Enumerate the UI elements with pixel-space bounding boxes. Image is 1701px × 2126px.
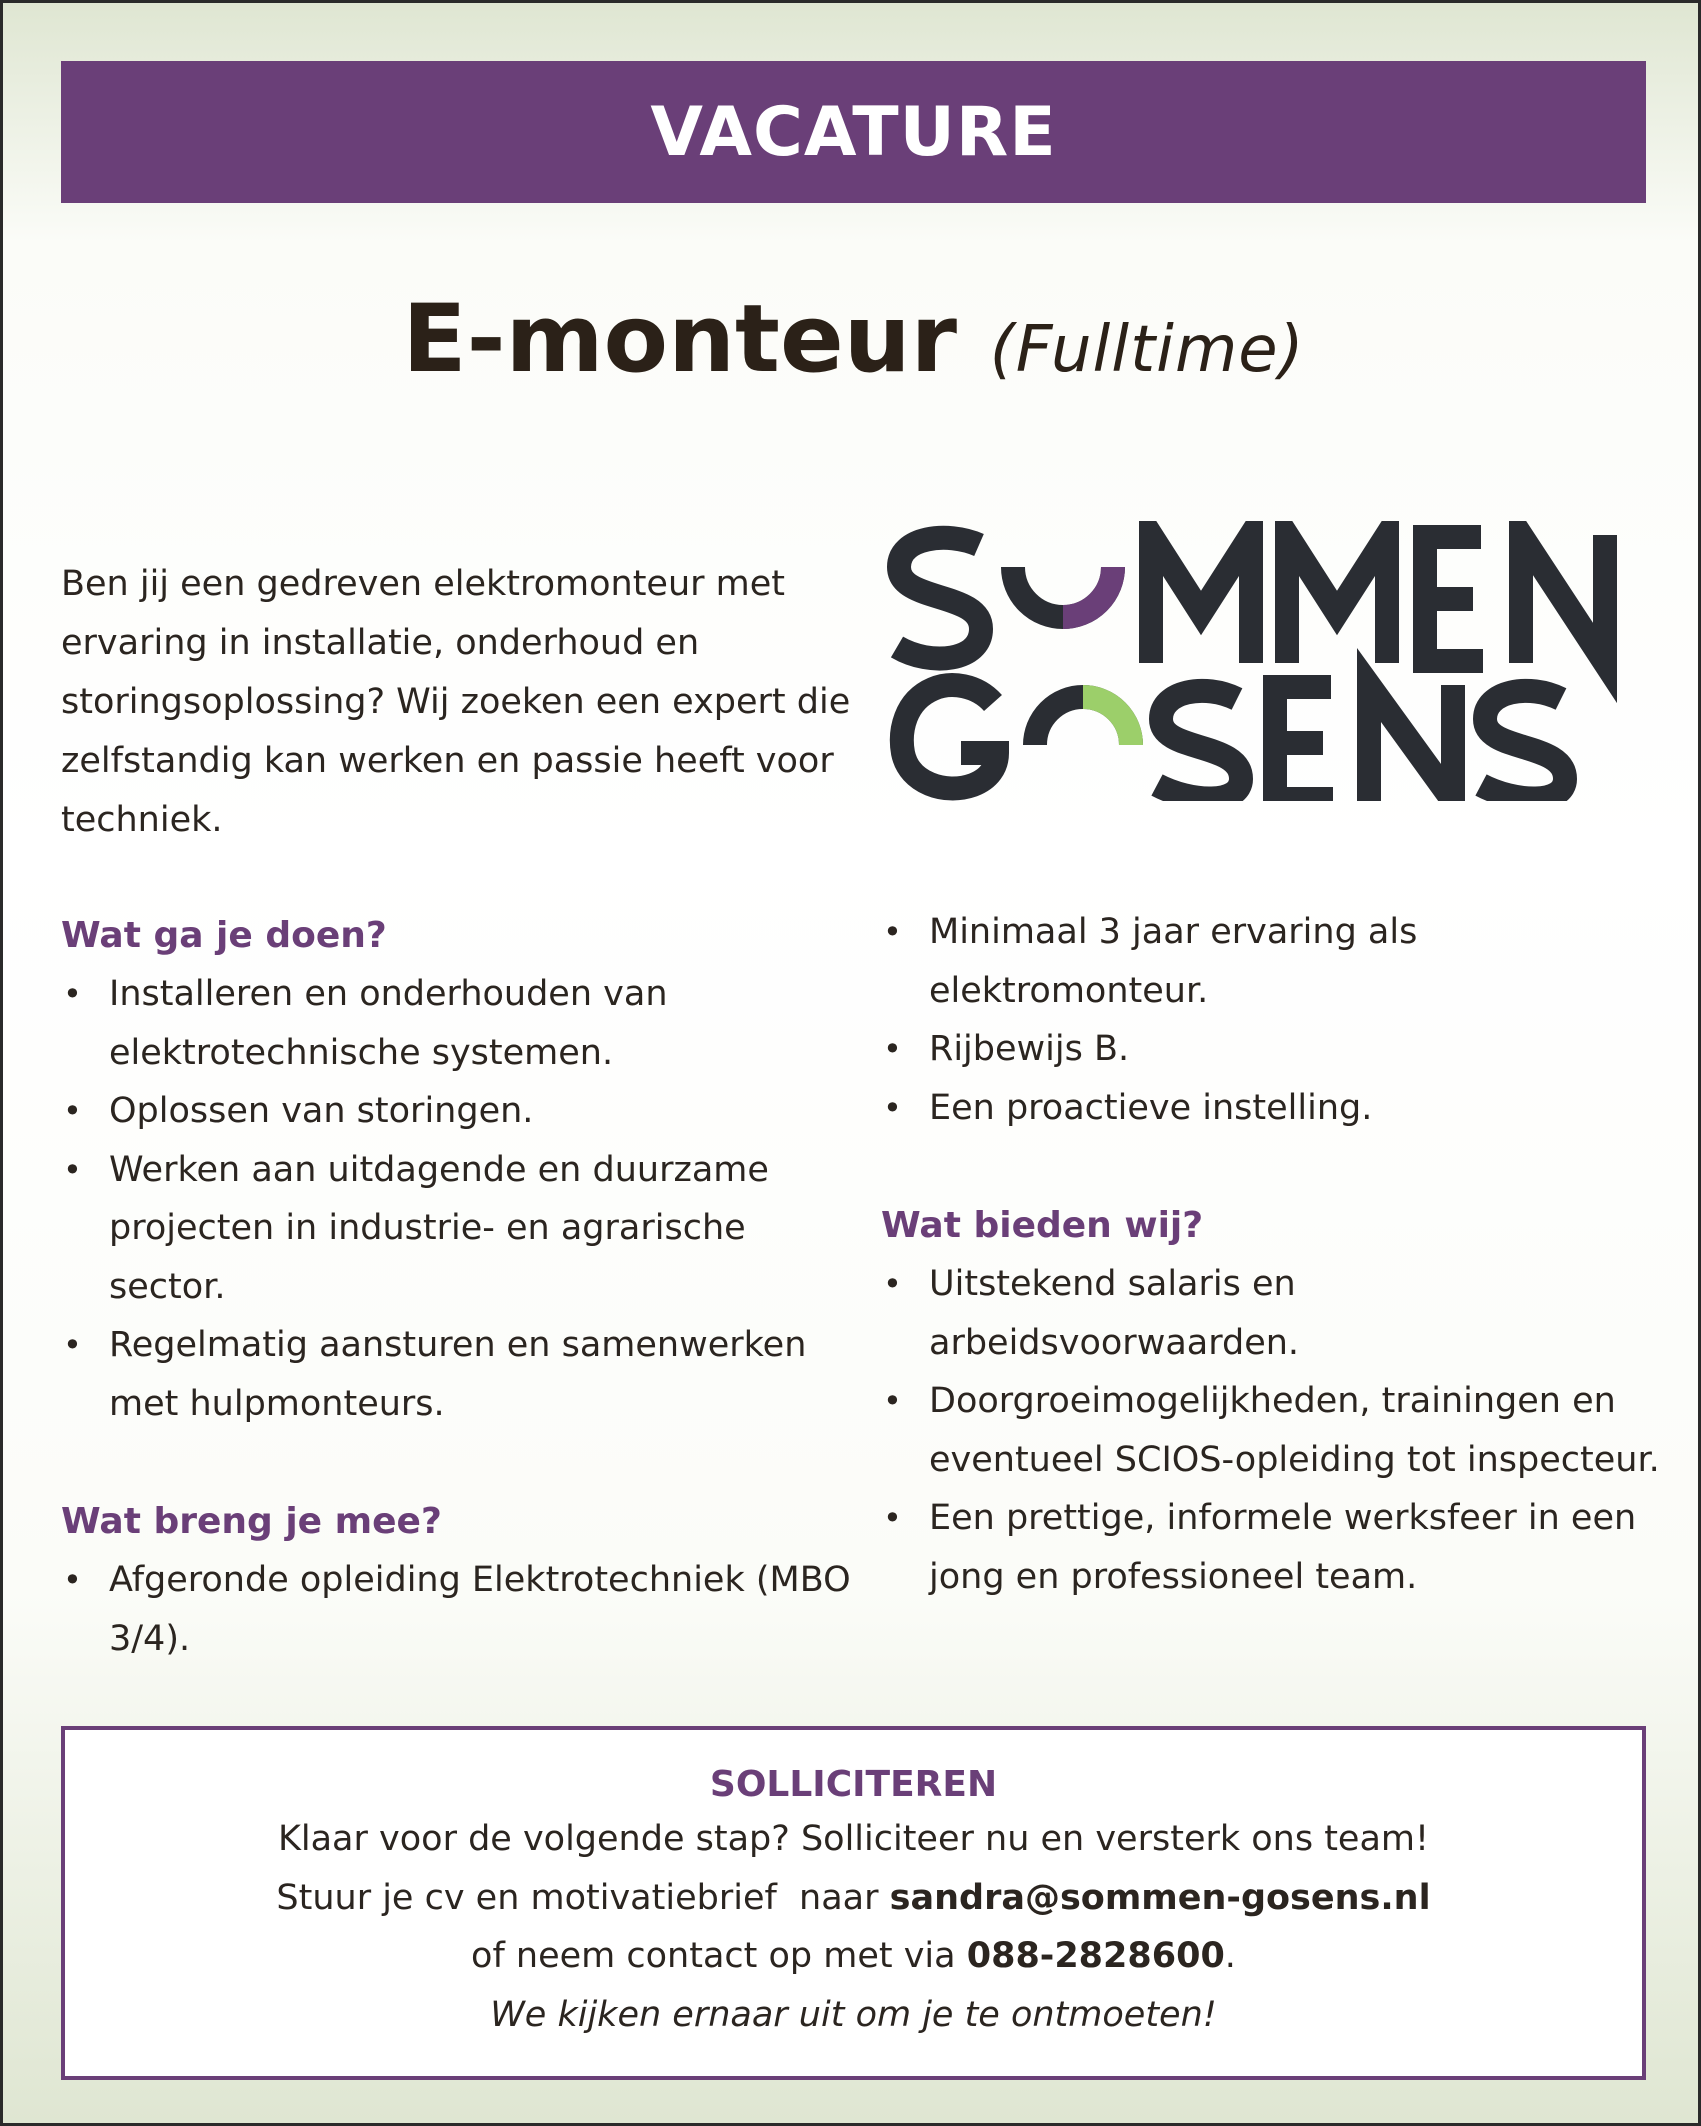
left-column [61,907,851,1668]
apply-line-1: Klaar voor de volgende stap? Solliciteer nu en versterk ons team! [277,1819,1430,1859]
job-title [3,285,1701,394]
apply-line-2-text: Stuur je cv en motivatiebrief naar [276,1877,890,1918]
job-title-main: E-monteur [402,285,958,394]
list-bieden [881,1255,1661,1606]
list-item: • Oplossen van storingen. [61,1082,851,1141]
intro-text: Ben jij een gedreven elektromonteur met ervaring in installatie, onderhoud en storingsoplossing? Wij zoeken een expert die zelfstandig kan werken en passie heeft voor techniek. [61,564,851,840]
list-item: • Regelmatig aansturen en samenwerken met hulpmonteurs. [61,1316,851,1433]
list-item: • Een prettige, informele werksfeer in een jong en professioneel team. [881,1489,1661,1606]
vacancy-banner: VACATURE [61,61,1646,203]
list-item: • Rijbewijs B. [881,1020,1661,1079]
list-item: • Afgeronde opleiding Elektrotechniek (MBO 3/4). [61,1551,851,1668]
apply-line-2 [65,1869,1642,1928]
list-item: • Minimaal 3 jaar ervaring als elektromonteur. [881,903,1661,1020]
right-column [881,903,1661,1606]
list-item: • Een proactieve instelling. [881,1079,1661,1138]
list-item: • Werken aan uitdagende en duurzame projecten in industrie- en agrarische sector. [61,1141,851,1317]
phone-number[interactable]: 088-2828600 [966,1936,1225,1976]
list-mee-part1 [61,1551,851,1668]
list-doen [61,965,851,1433]
apply-line-3 [65,1927,1642,1986]
list-item: • Uitstekend salaris en arbeidsvoorwaarden. [881,1255,1661,1372]
apply-box [61,1726,1646,2080]
company-logo [885,521,1645,801]
list-mee-part2 [881,903,1661,1137]
apply-heading: SOLLICITEREN [709,1764,998,1805]
section-heading-doen: Wat ga je doen? [61,915,387,956]
apply-line-3-text: of neem contact op met via [471,1936,967,1976]
list-item: • Doorgroeimogelijkheden, trainingen en eventueel SCIOS-opleiding tot inspecteur. [881,1372,1661,1489]
email-link[interactable]: sandra@sommen-gosens.nl [889,1877,1431,1918]
list-item: • Installeren en onderhouden van elektrotechnische systemen. [61,965,851,1082]
section-heading-bieden: Wat bieden wij? [881,1205,1204,1246]
job-title-sub: (Fulltime) [989,313,1305,387]
section-heading-mee: Wat breng je mee? [61,1501,442,1542]
apply-closing: We kijken ernaar uit om je te ontmoeten! [490,1994,1217,2035]
apply-line-3-suffix: . [1224,1936,1236,1976]
